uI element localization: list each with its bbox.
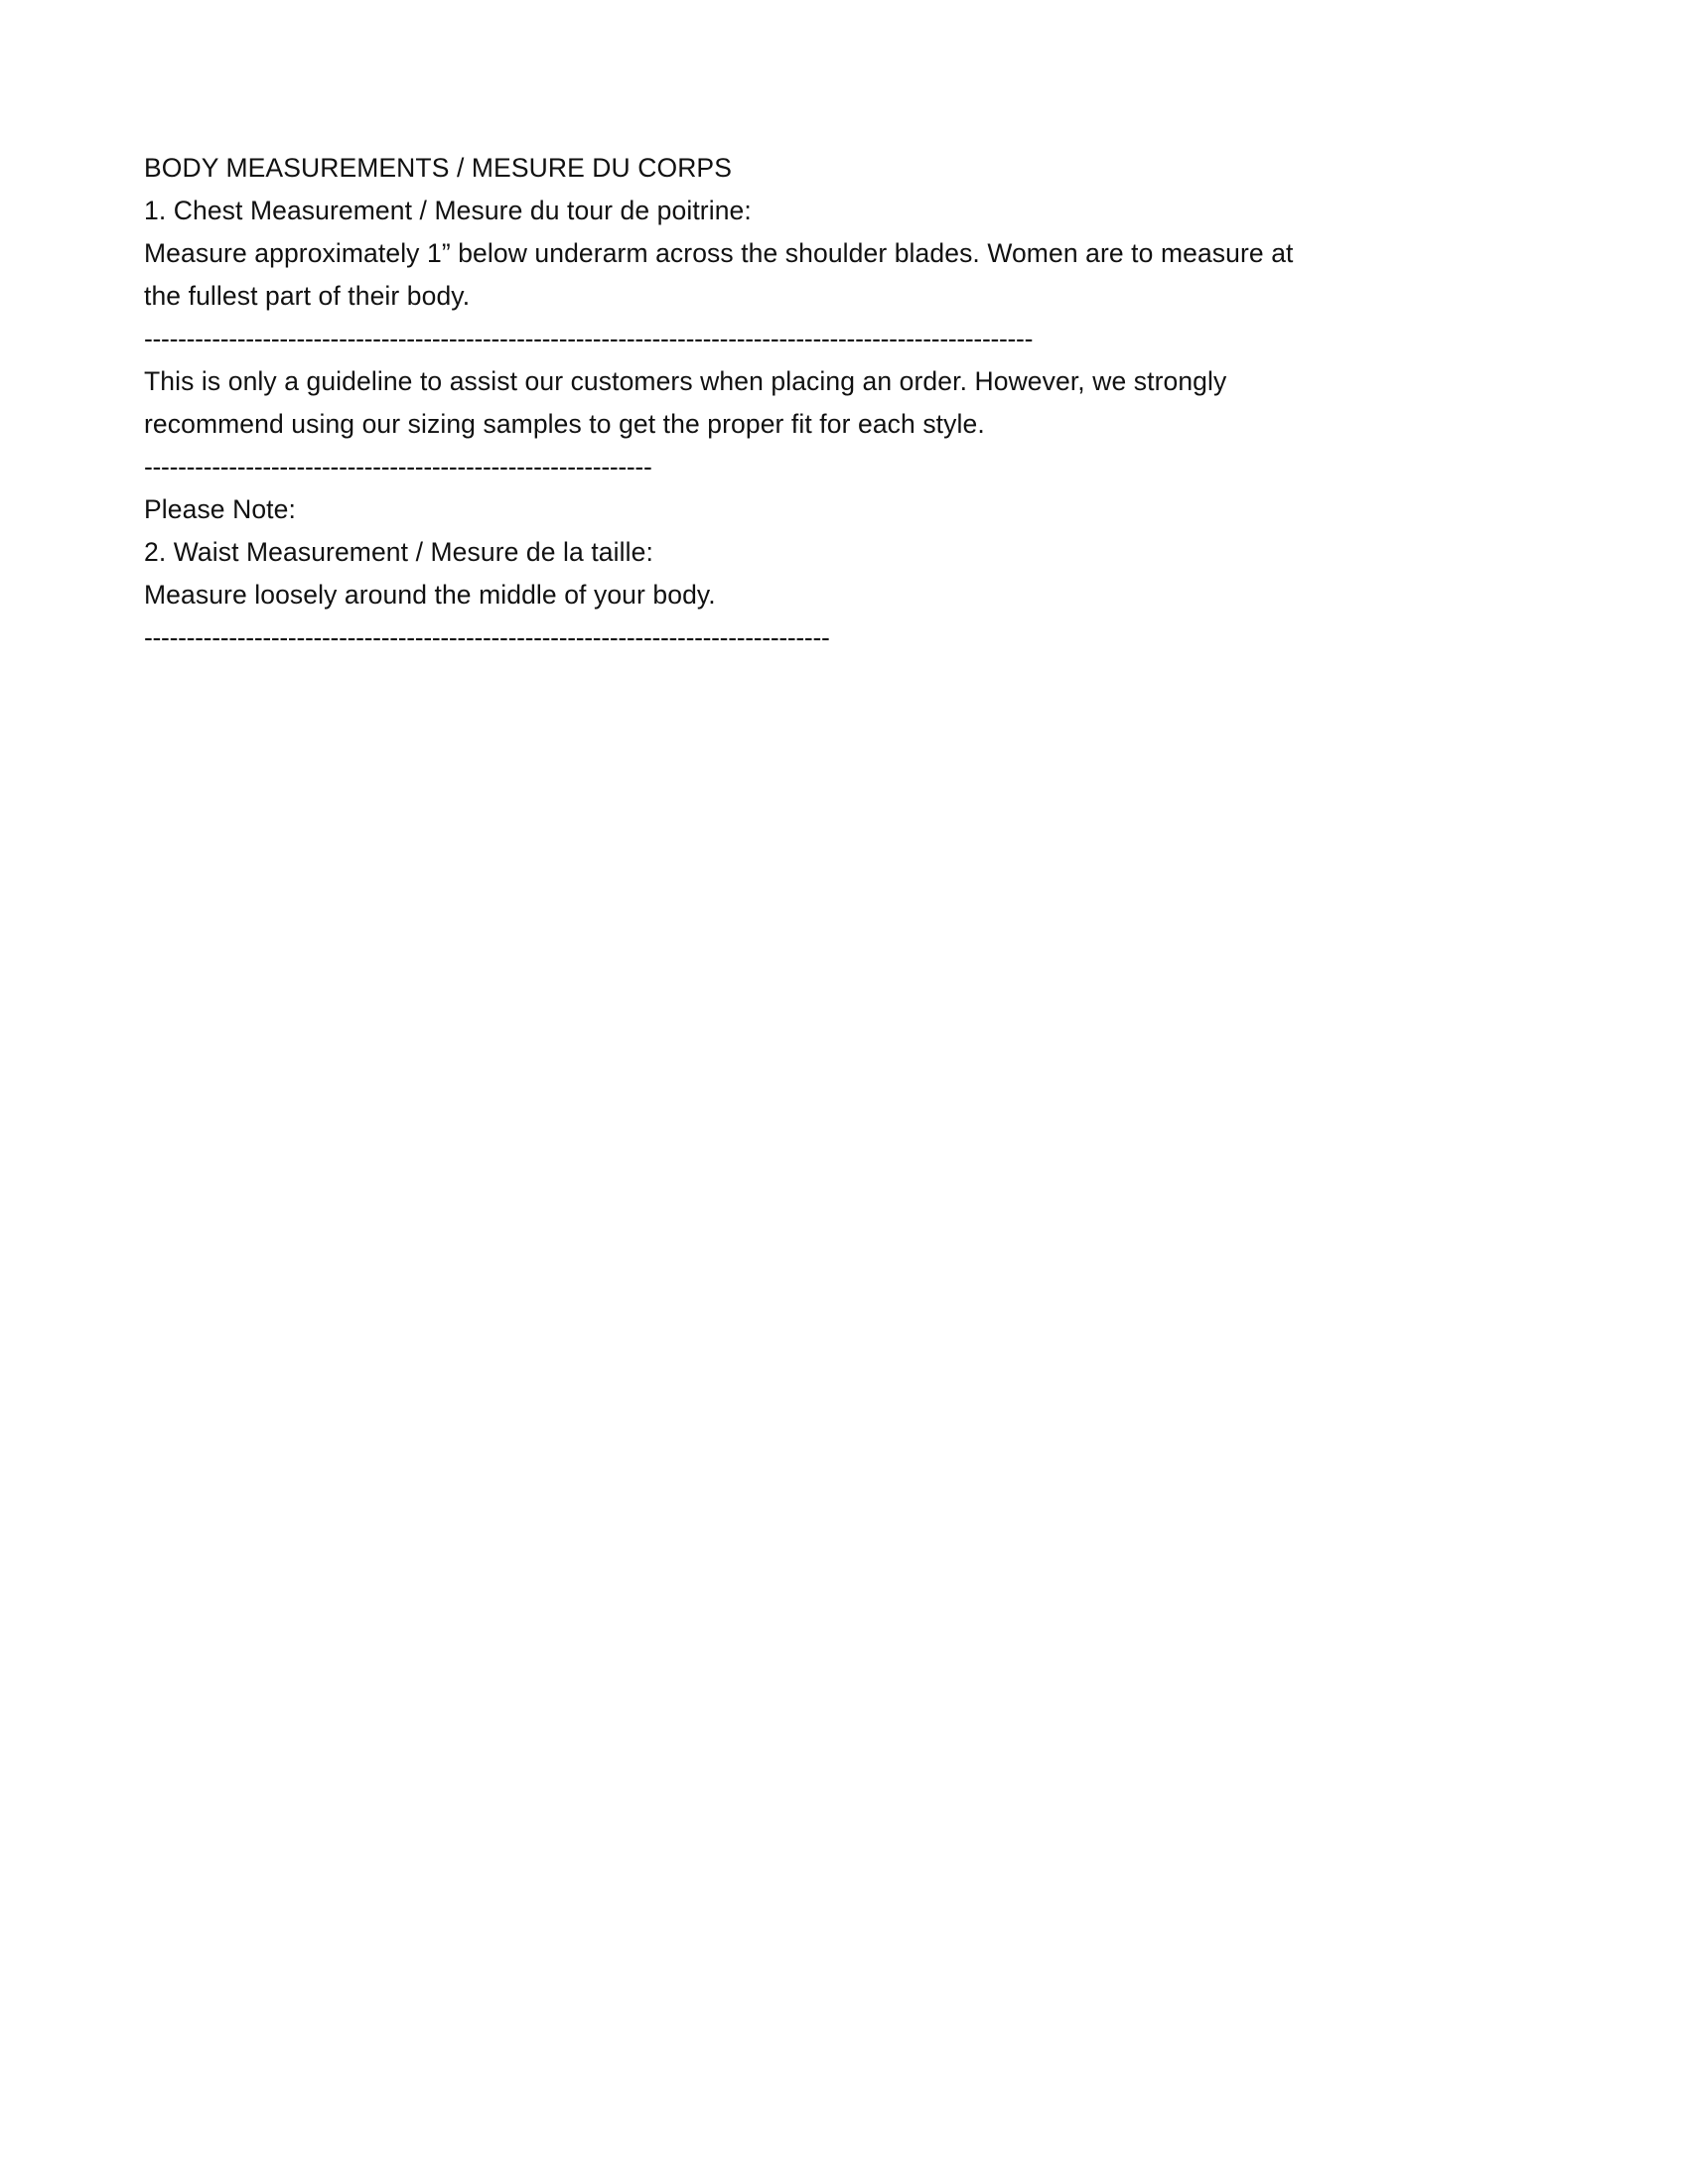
- divider-three: ---------------------------------------------------------------------------------: [144, 622, 830, 652]
- page-title: BODY MEASUREMENTS / MESURE DU CORPS: [144, 153, 732, 183]
- chest-measurement-instruction: Measure approximately 1” below underarm across the shoulder blades. Women are to measure at the fullest part of their body.: [144, 238, 1294, 311]
- please-note-label: Please Note:: [144, 494, 296, 524]
- waist-measurement-instruction: Measure loosely around the middle of your body.: [144, 580, 716, 610]
- divider-one: ---------------------------------------------------------------------------------------------------------: [144, 324, 1034, 353]
- guideline-note: This is only a guideline to assist our customers when placing an order. However, we strongly recommend using our sizing samples to get the proper fit for each style.: [144, 366, 1227, 439]
- waist-measurement-label: 2. Waist Measurement / Mesure de la taille:: [144, 537, 653, 567]
- chest-measurement-label: 1. Chest Measurement / Mesure du tour de poitrine:: [144, 196, 752, 225]
- divider-two: ------------------------------------------------------------: [144, 452, 652, 481]
- document-text-body: [144, 147, 1316, 659]
